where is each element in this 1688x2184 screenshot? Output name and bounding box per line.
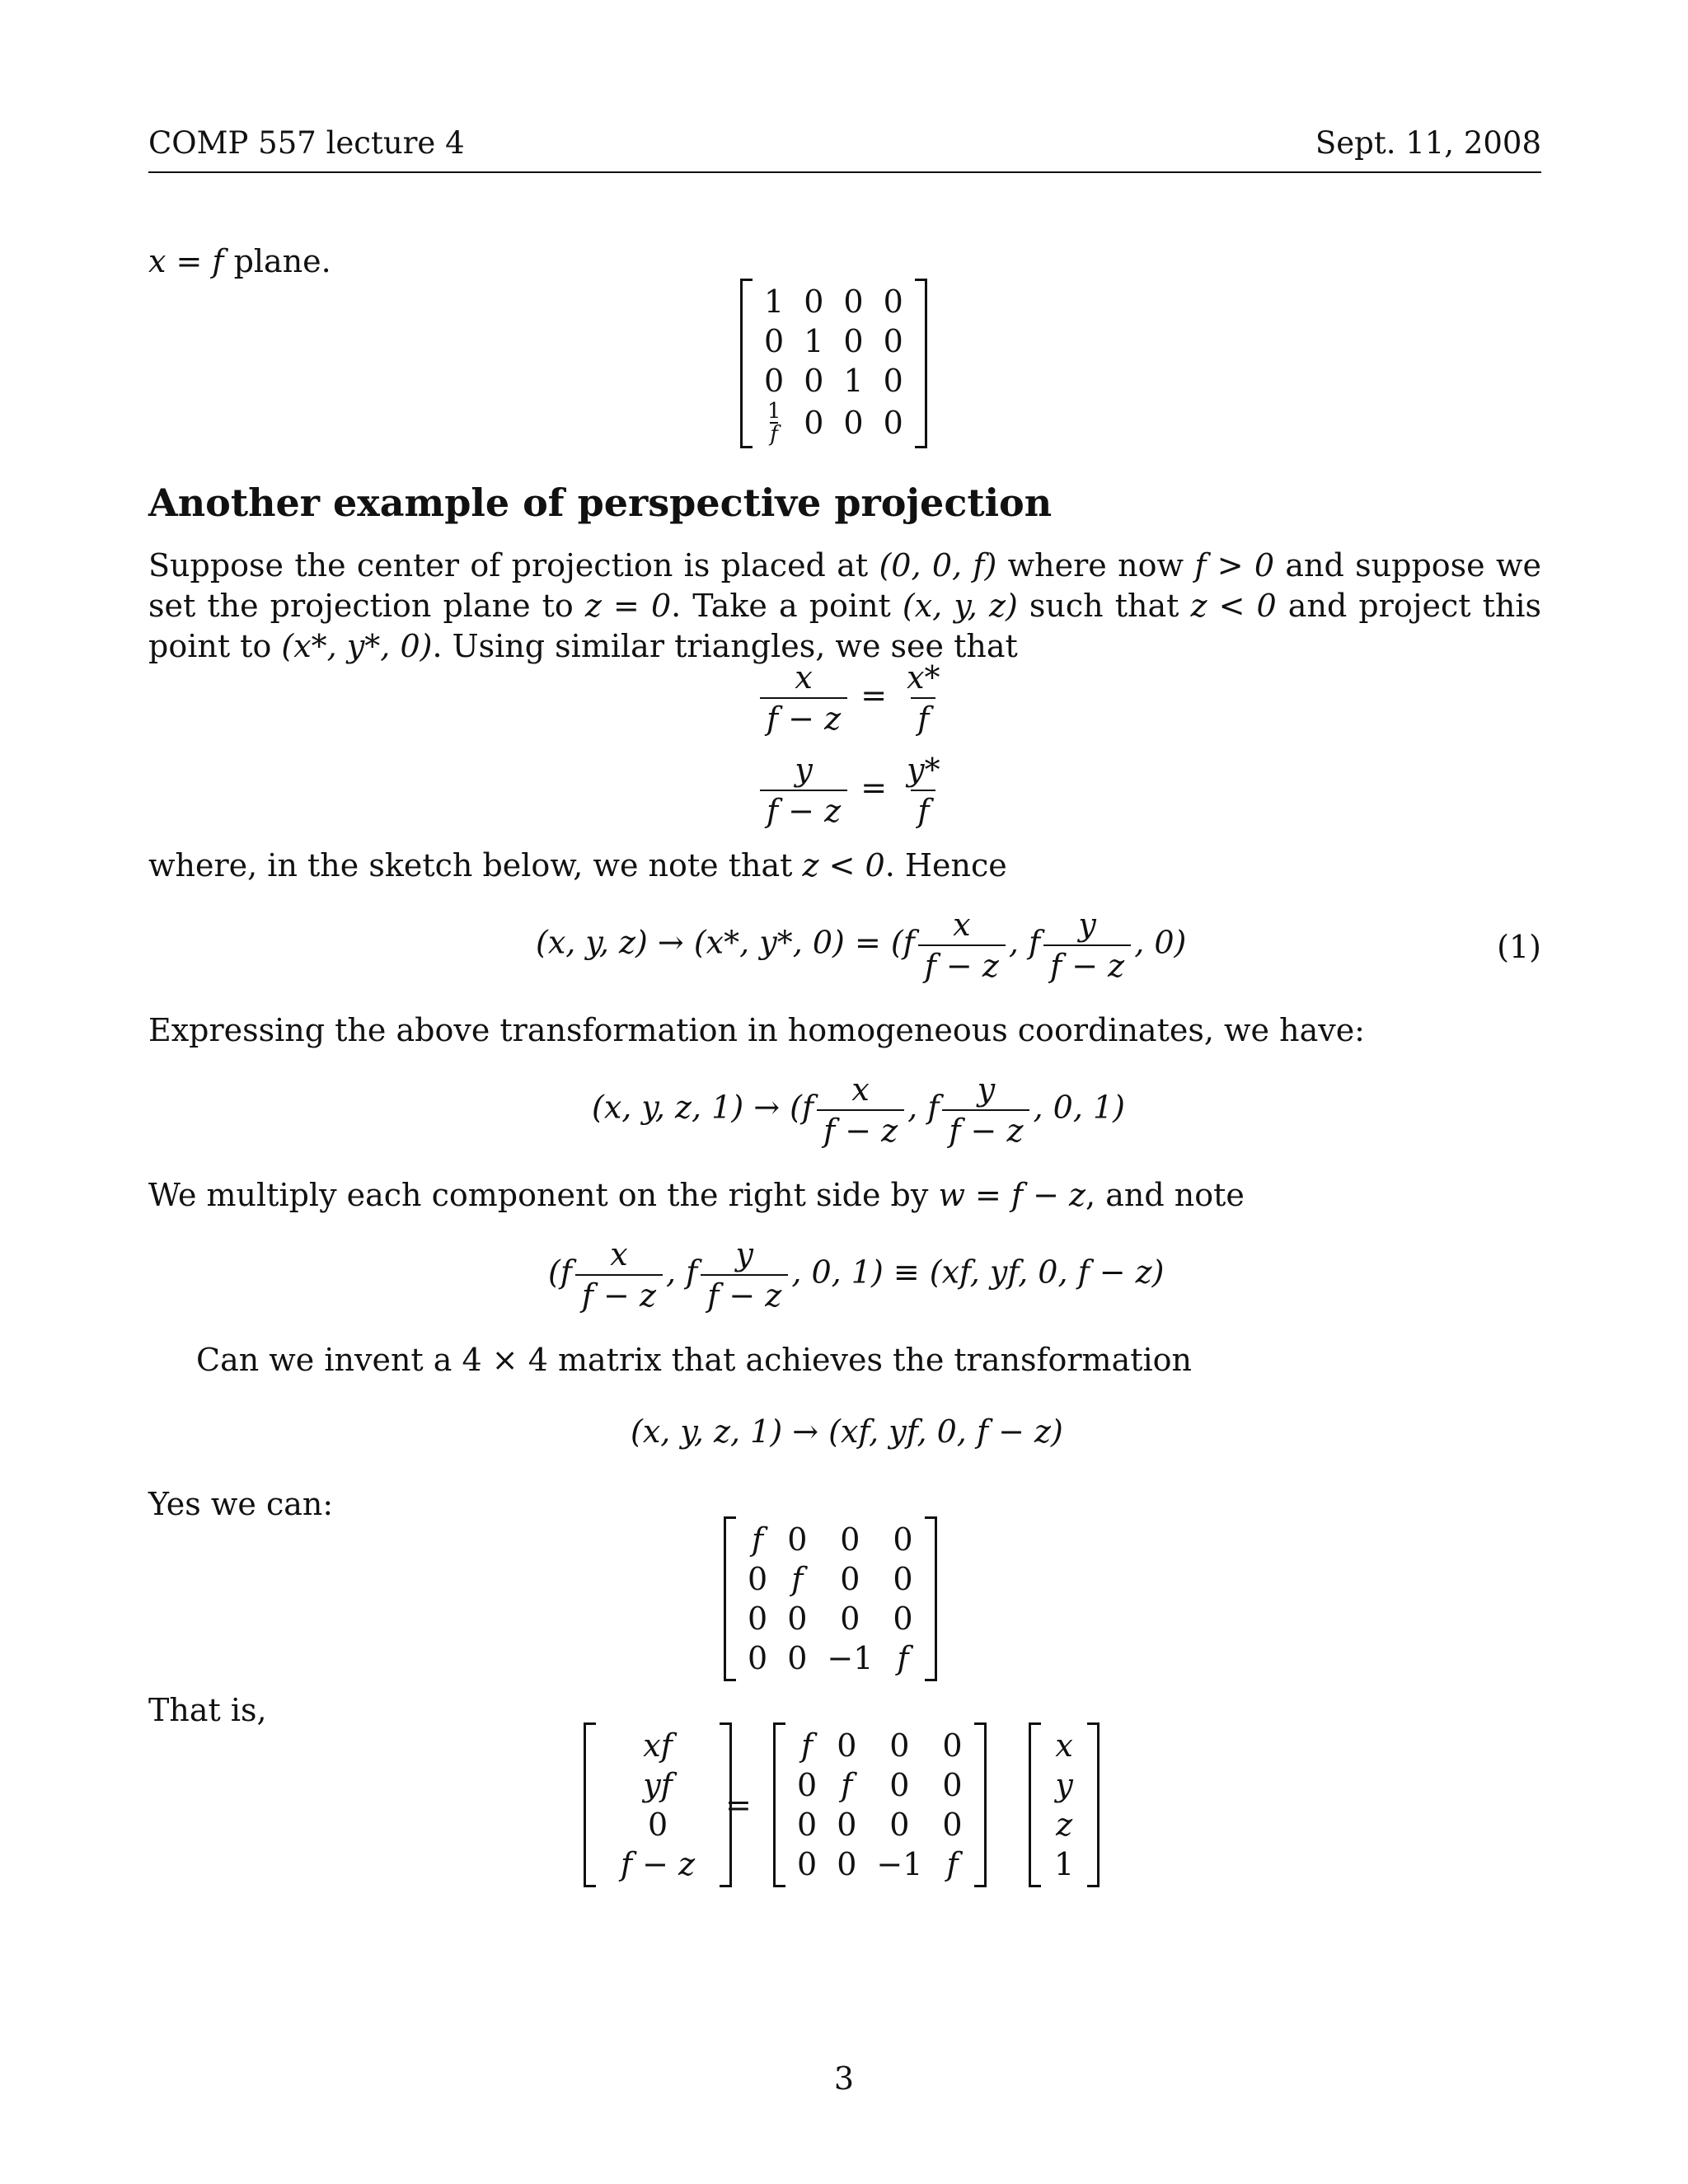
result-cell: 0 <box>647 1807 668 1843</box>
running-header <box>148 125 1541 173</box>
m3-cell: 0 <box>942 1767 963 1803</box>
perspective-matrix-2 <box>773 1722 987 1887</box>
m2-cell: 0 <box>840 1601 860 1637</box>
intro-line <box>148 241 331 282</box>
m1-cell: 0 <box>804 363 824 399</box>
header-course: COMP 557 lecture 4 <box>148 125 465 161</box>
multiply-line: We multiply each component on the right side by w = f − z, and note <box>148 1177 1245 1213</box>
m3-cell: 0 <box>889 1727 910 1764</box>
input-cell: 1 <box>1054 1846 1075 1882</box>
m1-cell: 1 <box>843 363 864 399</box>
m2-cell: 0 <box>893 1601 913 1637</box>
m2-cell: f <box>752 1521 764 1558</box>
m2-cell: 0 <box>840 1561 860 1597</box>
m3-cell: 0 <box>942 1807 963 1843</box>
intro-text: plane. <box>223 243 331 279</box>
equation-equivalence: (f $\frac{x}{f - z}$ , f $\frac{y}{f - z}$ , 0, 1) ≡ (xf, yf, 0, f − z) <box>548 1236 1165 1314</box>
page-number: 3 <box>833 2060 855 2097</box>
equation-transform: (x, y, z, 1) → (xf, yf, 0, f − z) <box>631 1413 1063 1450</box>
m2-cell: 0 <box>787 1601 808 1637</box>
intro-math: x = f <box>148 243 224 279</box>
projection-matrix-x <box>740 279 927 448</box>
m1-cell: 1 <box>764 284 785 320</box>
m1-cell: 0 <box>843 405 864 441</box>
m2-cell: 0 <box>840 1521 860 1558</box>
m3-cell: 0 <box>889 1807 910 1843</box>
m2-cell: f <box>791 1561 804 1597</box>
m3-cell: 0 <box>837 1807 857 1843</box>
that-is-line: That is, <box>148 1692 267 1728</box>
m3-cell: 0 <box>837 1846 857 1882</box>
invent-line: Can we invent a 4 × 4 matrix that achieves the transformation <box>196 1342 1193 1378</box>
m1-cell: 0 <box>764 363 785 399</box>
m1-cell: 1 <box>804 323 824 359</box>
m1-cell: 0 <box>804 284 824 320</box>
one-over-f: $\frac{1}{f}$ <box>767 399 781 447</box>
m1-cell: 0 <box>883 323 903 359</box>
m2-cell: −1 <box>827 1640 874 1676</box>
m3-cell: 0 <box>797 1767 818 1803</box>
m1-cell: 0 <box>883 363 903 399</box>
m3-cell: −1 <box>876 1846 923 1882</box>
m3-cell: 0 <box>837 1727 857 1764</box>
m1-cell: 0 <box>883 405 903 441</box>
paragraph-setup: Suppose the center of projection is placed at (0, 0, f) where now f > 0 and suppose we set the projection plane to z = 0. Take a point (x, y, z) such that z < 0 and project this point to (x*, y*, 0). Using similar triangles, we see that <box>148 547 1542 664</box>
m3-cell: 0 <box>797 1846 818 1882</box>
m2-cell: f <box>897 1640 909 1676</box>
result-vector <box>584 1722 732 1887</box>
m2-cell: 0 <box>787 1640 808 1676</box>
similar-eq-x: $\frac{x}{f - z}$ = $\frac{x*}{f}$ <box>757 659 950 737</box>
result-cell: xf <box>643 1727 673 1764</box>
similar-eq-y: $\frac{y}{f - z}$ = $\frac{y*}{f}$ <box>757 752 950 829</box>
yes-line: Yes we can: <box>148 1486 334 1522</box>
m3-cell: 0 <box>889 1767 910 1803</box>
where-line: where, in the sketch below, we note that z < 0. Hence <box>148 847 1007 883</box>
header-date: Sept. 11, 2008 <box>1315 125 1541 161</box>
m3-cell: f <box>946 1846 959 1882</box>
m1-cell: 0 <box>764 323 785 359</box>
m2-cell: 0 <box>787 1521 808 1558</box>
equation-1: (x, y, z) → (x*, y*, 0) = (f $\frac{x}{f - z}$ , f $\frac{y}{f - z}$ , 0) <box>536 907 1187 984</box>
result-cell: f − z <box>621 1846 696 1882</box>
m2-cell: 0 <box>748 1561 768 1597</box>
m1-cell: 0 <box>883 284 903 320</box>
m3-cell: 0 <box>942 1727 963 1764</box>
m3-cell: f <box>841 1767 853 1803</box>
section-title: Another example of perspective projection <box>148 480 1053 525</box>
result-cell: yf <box>643 1767 673 1803</box>
m2-cell: 0 <box>893 1561 913 1597</box>
input-cell: y <box>1055 1767 1073 1803</box>
m2-cell: 0 <box>748 1640 768 1676</box>
input-vector <box>1029 1722 1100 1887</box>
perspective-matrix <box>724 1516 937 1681</box>
m2-cell: 0 <box>748 1601 768 1637</box>
m3-cell: f <box>801 1727 814 1764</box>
m1-cell: 0 <box>843 323 864 359</box>
equation-homogeneous: (x, y, z, 1) → (f $\frac{x}{f - z}$ , f $\frac{y}{f - z}$ , 0, 1) <box>592 1071 1125 1149</box>
m2-cell: 0 <box>893 1521 913 1558</box>
input-cell: x <box>1055 1727 1073 1764</box>
input-cell: z <box>1056 1807 1073 1843</box>
m3-cell: 0 <box>797 1807 818 1843</box>
equation-number: (1) <box>1497 929 1541 965</box>
m1-cell: 0 <box>843 284 864 320</box>
m1-cell-frac <box>754 401 794 445</box>
equals-sign: = <box>725 1787 752 1823</box>
m1-cell: 0 <box>804 405 824 441</box>
homogeneous-line: Expressing the above transformation in homogeneous coordinates, we have: <box>148 1012 1365 1048</box>
